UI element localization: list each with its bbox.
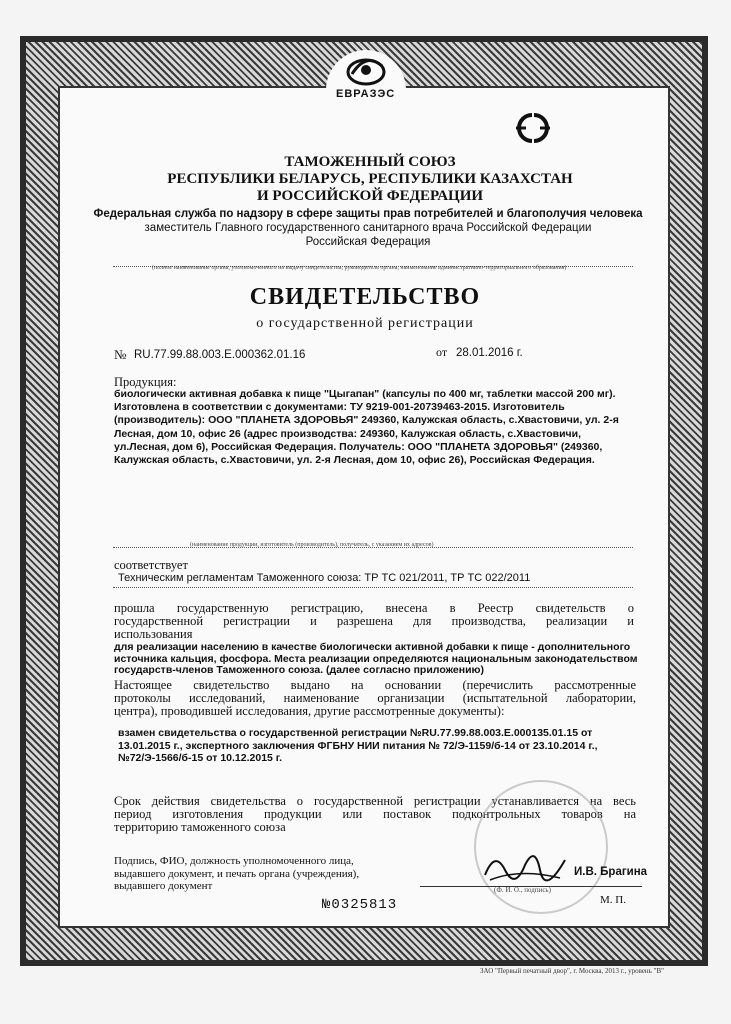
product-label: Продукция: [114, 375, 177, 389]
validity-line: Срок действия свидетельства о государственной регистрации устанавливается на весь [114, 794, 636, 808]
product-line: ул.Лесная, дом 6), Российская Федерация. Получатель: ООО "ПЛАНЕТА ЗДОРОВЬЯ" (249360, [114, 440, 603, 453]
conforms-rule [113, 587, 633, 588]
date-label: от [436, 345, 448, 359]
seal-label: М. П. [600, 894, 626, 906]
product-line: Изготовлена в соответствии с документами: ТУ 9219-001-20739463-2015. Изготовитель [114, 401, 565, 414]
agency-line-1: Федеральная служба по надзору в сфере защиты прав потребителей и благополучия человека [93, 208, 643, 220]
conformity-mark-icon [506, 110, 560, 146]
usage-block [114, 642, 654, 677]
validity-line: период изготовления продукции или поставок подконтрольных товаров на [114, 807, 636, 821]
usage-line: источника кальция, фосфора. Места реализации определяются национальным законодательством [114, 652, 638, 665]
eurasec-logo-icon [344, 52, 388, 88]
header-line-1: ТАМОЖЕННЫЙ СОЮЗ [284, 154, 456, 170]
usage-line: государств-членов Таможенного союза. (далее согласно приложению) [114, 664, 484, 676]
basis-line: взамен свидетельства о государственной регистрации №RU.77.99.88.003.Е.000135.01.15 от [118, 727, 593, 739]
signer-name: И.В. Брагина [574, 866, 648, 878]
header-line-2: РЕСПУБЛИКИ БЕЛАРУСЬ, РЕСПУБЛИКИ КАЗАХСТАН [167, 171, 573, 187]
registered-line: государственной регистрации и разрешена для производства, реализации и [114, 614, 634, 628]
basis-block [118, 727, 638, 765]
serial-number: №0325813 [322, 897, 398, 913]
issued-line: Настоящее свидетельство выдано на основании (перечислить рассмотренные [114, 678, 636, 692]
agency-line-2: заместитель Главного государственного санитарного врача Российской Федерации [144, 222, 592, 234]
agency-line-3: Российская Федерация [305, 236, 431, 248]
document-subtitle: о государственной регистрации [256, 316, 474, 331]
product-block [114, 388, 634, 467]
conforms-text: Техническим регламентам Таможенного союза: ТР ТС 021/2011, ТР ТС 022/2011 [118, 572, 531, 584]
signature-scribble [480, 840, 570, 890]
signature-block [114, 855, 359, 893]
product-line: (производитель): ООО "ПЛАНЕТА ЗДОРОВЬЯ" 249360, Калужская область, с.Хвастовичи, ул. 2-я [114, 414, 619, 427]
number-label: № [114, 347, 127, 362]
signature-line: Подпись, ФИО, должность уполномоченного лица, [114, 855, 354, 867]
registration-number: RU.77.99.88.003.E.000362.01.16 [134, 349, 306, 361]
conforms-label: соответствует [114, 558, 188, 572]
signature-line: выдавшего документ, и печать органа (учреждения), [114, 867, 360, 880]
validity-line: территорию таможенного союза [114, 820, 286, 834]
header-line-3: И РОССИЙСКОЙ ФЕДЕРАЦИИ [256, 188, 484, 204]
product-line: Калужская область, с.Хвастовичи, ул. 2-я Лесная, дом 10, офис 26), Российская Федерация. [114, 454, 595, 467]
basis-line: №72/Э-1566/б-15 от 10.12.2015 г. [118, 752, 283, 764]
registered-line: использования [114, 627, 193, 641]
signature-line: выдавшего документ [114, 880, 213, 892]
issued-line: центра), проводившей исследования, другие рассмотренные документы): [114, 704, 505, 718]
registered-block [114, 602, 634, 641]
product-line: Лесная, дом 10, офис 26 (адрес производства: 249360, Калужская область, с.Хвастовичи, [114, 427, 581, 440]
product-caption: (наименование продукции, изготовитель (производитель), получатель, с указанием их адресов) [190, 542, 434, 548]
logo-text: ЕВРАЗЭС [336, 88, 396, 100]
issued-line: протоколы исследований, наименование организации (испытательной лаборатории, [114, 691, 636, 705]
signer-caption: (Ф. И. О., подпись) [494, 886, 551, 894]
usage-line: для реализации населению в качестве биологически активной добавки к пище - дополнительного [114, 641, 631, 653]
registration-date: 28.01.2016 г. [456, 347, 523, 359]
issued-block [114, 679, 636, 718]
registered-line: прошла государственную регистрацию, внесена в Реестр свидетельств о [114, 601, 634, 615]
agency-caption: (полное наименование органа, уполномоченного на выдачу свидетельства, руководитель органа, наименование административно-территориального образования) [152, 265, 567, 271]
basis-line: 13.01.2015 г., экспертного заключения ФГБНУ НИИ питания № 72/Э-1159/б-14 от 23.10.2014 г., [118, 739, 598, 752]
document-title: СВИДЕТЕЛЬСТВО [249, 284, 481, 310]
printer-footer: ЗАО "Первый печатный двор", г. Москва, 2013 г., уровень "В" [480, 967, 665, 975]
product-line: биологически активная добавка к пище "Цыгапан" (капсулы по 400 мг, таблетки массой 200 мг). [114, 388, 616, 400]
